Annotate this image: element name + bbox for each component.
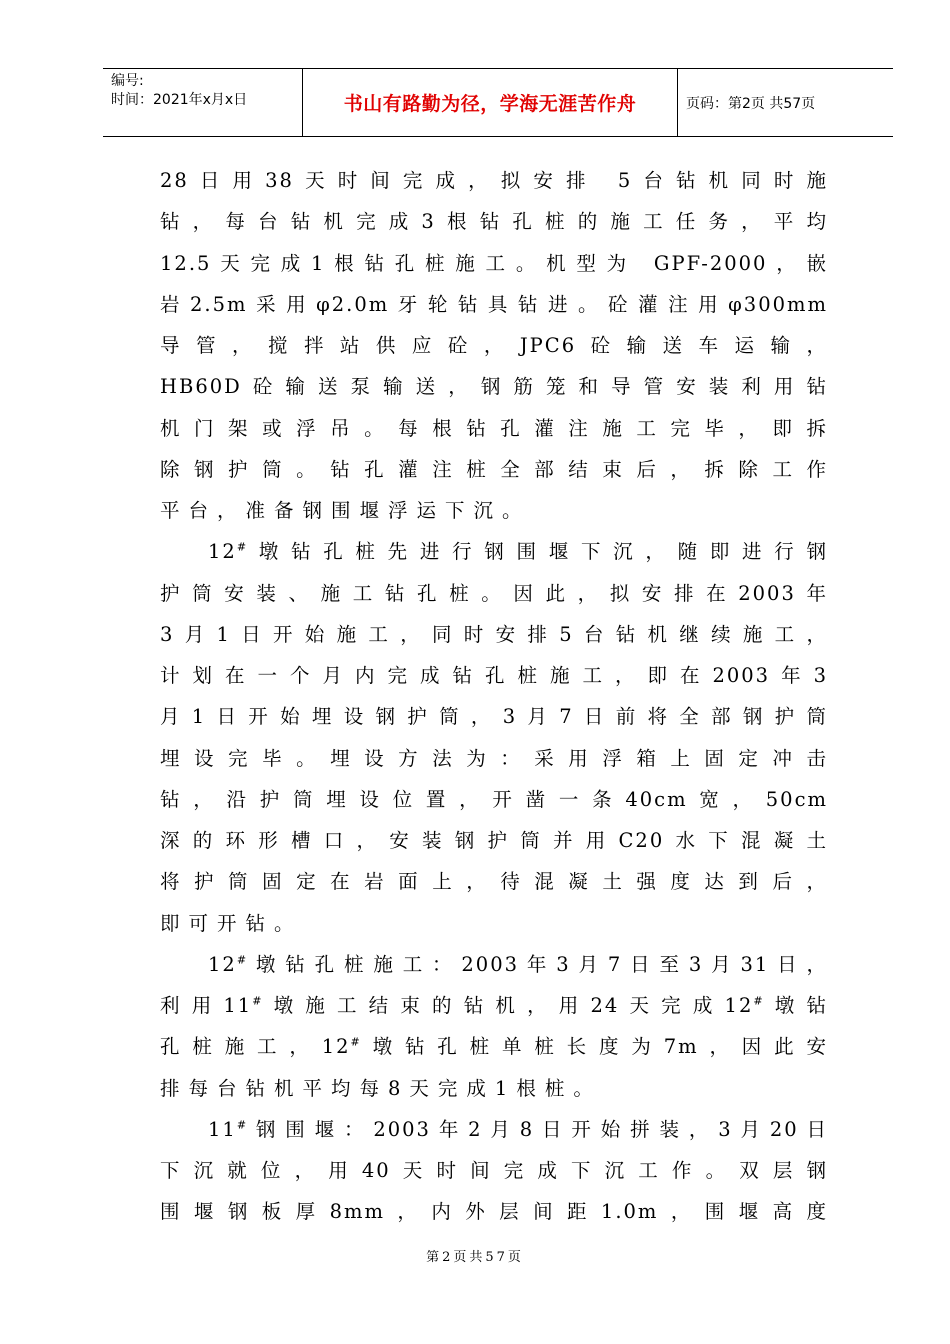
pier-mark: # [753, 994, 765, 1008]
pier-mark: # [236, 540, 249, 554]
paragraph-first-line [160, 1109, 828, 1150]
page-header [103, 68, 893, 137]
text-line: 平台，准备钢围堰浮运下沉。 [160, 499, 531, 522]
paragraph-first-line [160, 531, 828, 572]
paragraph-first-line [160, 944, 828, 985]
text-line: 围堰钢板厚8mm，内外层间距1.0m，围堰高度 [160, 1200, 828, 1224]
text-line: 护筒安装、施工钻孔桩。因此，拟安排在2003年 [160, 581, 828, 605]
text-run: 墩钻孔桩施工：2003年3月7日至3月31日， [248, 952, 828, 976]
text-line: 机门架或浮吊。每根钻孔灌注施工完毕，即拆 [160, 416, 828, 440]
pier-mark: # [236, 1118, 249, 1132]
text-run: 利用11 [160, 994, 253, 1017]
text-line: 导管，搅拌站供应砼，JPC6砼输送车运输， [160, 334, 828, 357]
header-motto-cell [303, 69, 678, 136]
text-line [160, 1026, 828, 1067]
text-line: 3月1日开始施工，同时安排5台钻机继续施工， [160, 622, 828, 646]
text-line: 月1日开始埋设钢护筒，3月7日前将全部钢护筒 [160, 705, 828, 729]
motto: 书山有路勤为径，学海无涯苦作舟 [343, 93, 637, 115]
text-run: 孔桩施工，12 [160, 1035, 351, 1059]
text-line: 12.5天完成1根钻孔桩施工。机型为 GPF-2000，嵌 [160, 251, 828, 275]
code-label: 编号: [111, 73, 144, 89]
text-run: 墩钻孔桩先进行钢围堰下沉，随即进行钢 [248, 540, 828, 564]
cofferdam-number: 11 [208, 1117, 237, 1141]
text-line: 岩2.5m采用φ2.0m牙轮钻具钻进。砼灌注用φ300mm [160, 292, 828, 316]
text-line: 将护筒固定在岩面上，待混凝土强度达到后， [160, 870, 828, 894]
text-line: 钻，沿护筒埋设位置，开凿一条40cm宽，50cm [160, 787, 828, 811]
document-body [160, 160, 828, 1233]
text-line: 埋设完毕。埋设方法为：采用浮箱上固定冲击 [160, 746, 828, 770]
time-label: 时间：2021年x月x日 [111, 92, 248, 108]
pier-number: 12 [208, 540, 237, 564]
text-line: 除钢护筒。钻孔灌注桩全部结束后，拆除工作 [160, 457, 828, 481]
text-line: 计划在一个月内完成钻孔桩施工，即在2003年3 [160, 664, 828, 687]
text-line: 钻，每台钻机完成3根钻孔桩的施工任务，平均 [160, 210, 828, 234]
pier-mark: # [236, 953, 249, 967]
text-line: HB60D砼输送泵输送，钢筋笼和导管安装利用钻 [160, 375, 828, 399]
text-run: 墩钻孔桩单桩长度为7m，因此安 [361, 1035, 828, 1059]
text-line: 28日用38天时间完成，拟安排 5台钻机同时施 [160, 169, 828, 192]
page-footer: 第2页共57页 [426, 1250, 524, 1265]
text-run: 钢围堰：2003年2月8日开始拼装，3月20日 [248, 1117, 828, 1141]
text-line: 排每台钻机平均每8天完成1根桩。 [160, 1076, 602, 1100]
text-line: 下沉就位，用40天时间完成下沉工作。双层钢 [160, 1159, 828, 1182]
header-page-cell [678, 69, 893, 136]
pier-mark: # [350, 1035, 362, 1049]
pier-mark: # [252, 994, 264, 1008]
pier-number: 12 [208, 952, 237, 976]
text-line: 深的环形槽口，安装钢护筒并用C20水下混凝土 [160, 829, 828, 852]
text-line: 即可开钻。 [160, 911, 303, 935]
header-meta [103, 69, 303, 136]
text-run: 墩施工结束的钻机，用24天完成12 [263, 994, 754, 1017]
text-line [160, 985, 828, 1026]
text-run: 墩钻 [764, 994, 828, 1017]
page-label: 页码：第2页 共57页 [686, 95, 816, 112]
